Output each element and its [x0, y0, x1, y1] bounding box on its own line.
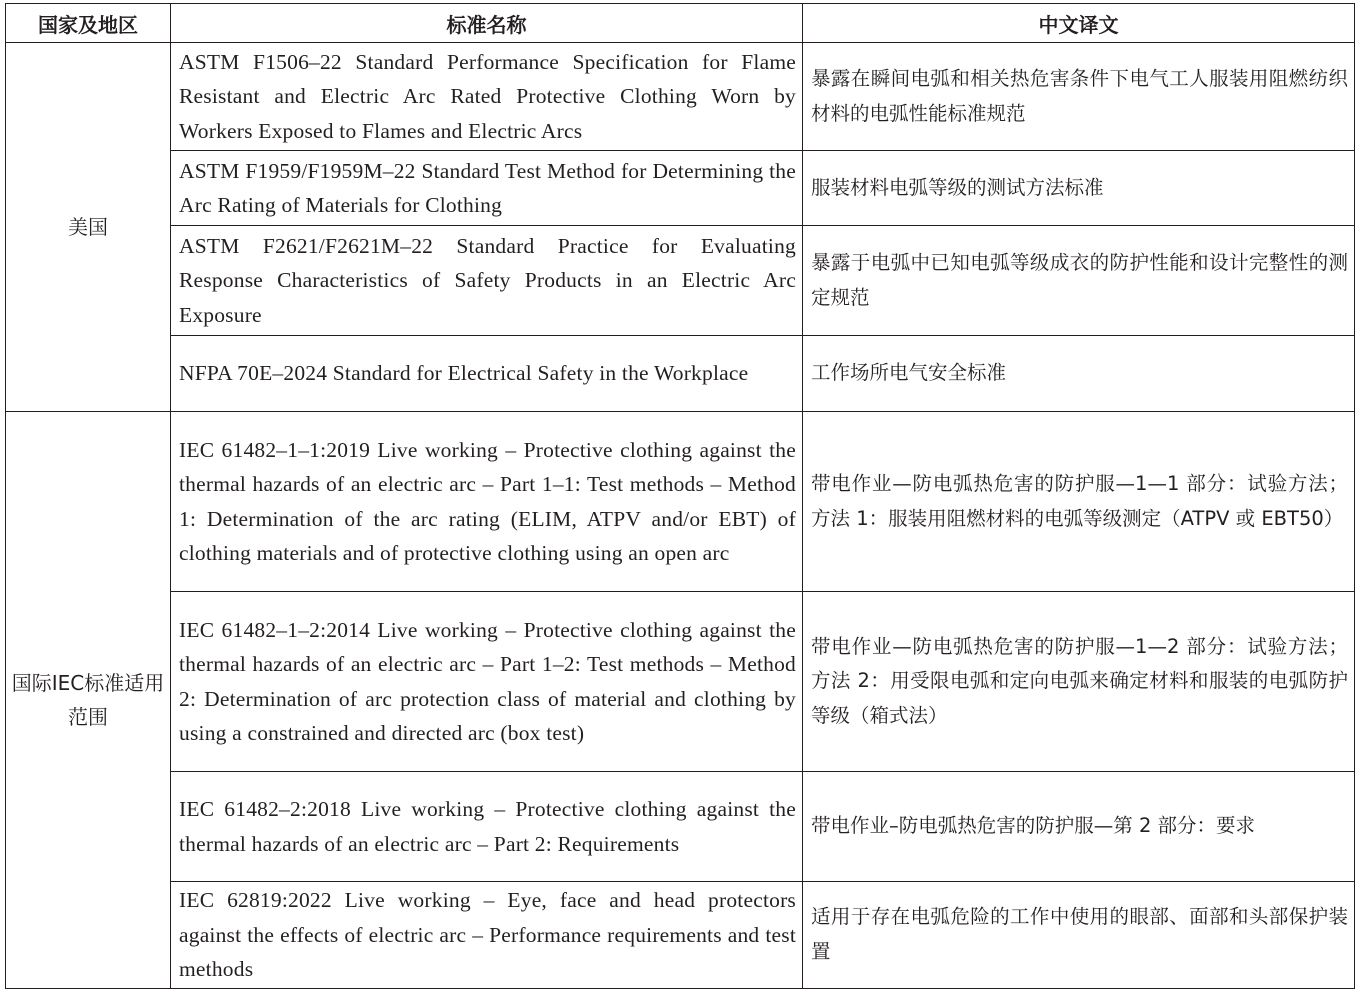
- standard-name-cell: IEC 61482–2:2018 Live working – Protective clothing against the thermal hazards of an electric arc – Part 2: Requirements: [171, 772, 803, 882]
- table-row: [6, 336, 1355, 412]
- table-row: [6, 592, 1355, 772]
- table-row: [6, 772, 1355, 882]
- standard-name-cell: IEC 61482–1–2:2014 Live working – Protective clothing against the thermal hazards of an electric arc – Part 1–2: Test methods – Method 2: Determination of arc protection class of material and clothing by using a constrained and directed arc (box test): [171, 592, 803, 772]
- table-row: [6, 226, 1355, 336]
- table-row: [6, 151, 1355, 226]
- standard-name-cell: IEC 61482–1–1:2019 Live working – Protective clothing against the thermal hazards of an electric arc – Part 1–1: Test methods – Method 1: Determination of the arc rating (ELIM, ATPV and/or EBT) of clothing materials and of protective clothing using an open arc: [171, 412, 803, 592]
- translation-cell: 带电作业—防电弧热危害的防护服—1—2 部分：试验方法；方法 2：用受限电弧和定向电弧来确定材料和服装的电弧防护等级（箱式法）: [803, 592, 1355, 772]
- standard-name-cell: ASTM F1959/F1959M–22 Standard Test Method for Determining the Arc Rating of Materials for Clothing: [171, 151, 803, 226]
- standard-name-cell: ASTM F1506–22 Standard Performance Specification for Flame Resistant and Electric Arc Rated Protective Clothing Worn by Workers Exposed to Flames and Electric Arcs: [171, 43, 803, 151]
- header-region: 国家及地区: [6, 4, 171, 43]
- standards-table: [5, 3, 1355, 989]
- translation-cell: 暴露在瞬间电弧和相关热危害条件下电气工人服装用阻燃纺织材料的电弧性能标准规范: [803, 43, 1355, 151]
- table-row: [6, 43, 1355, 151]
- header-translation: 中文译文: [803, 4, 1355, 43]
- standard-name-cell: ASTM F2621/F2621M–22 Standard Practice for Evaluating Response Characteristics of Safety Products in an Electric Arc Exposure: [171, 226, 803, 336]
- region-cell-usa: 美国: [6, 43, 171, 412]
- translation-cell: 带电作业—防电弧热危害的防护服—1—1 部分：试验方法；方法 1：服装用阻燃材料的电弧等级测定（ATPV 或 EBT50）: [803, 412, 1355, 592]
- standard-name-cell: NFPA 70E–2024 Standard for Electrical Safety in the Workplace: [171, 336, 803, 412]
- translation-cell: 适用于存在电弧危险的工作中使用的眼部、面部和头部保护装置: [803, 882, 1355, 989]
- translation-cell: 服装材料电弧等级的测试方法标准: [803, 151, 1355, 226]
- header-row: [6, 4, 1355, 43]
- table-row: [6, 412, 1355, 592]
- header-standard-name: 标准名称: [171, 4, 803, 43]
- table-row: [6, 882, 1355, 989]
- translation-cell: 暴露于电弧中已知电弧等级成衣的防护性能和设计完整性的测定规范: [803, 226, 1355, 336]
- region-cell-iec: 国际IEC标准适用范围: [6, 412, 171, 989]
- standard-name-cell: IEC 62819:2022 Live working – Eye, face and head protectors against the effects of electric arc – Performance requirements and test methods: [171, 882, 803, 989]
- translation-cell: 工作场所电气安全标准: [803, 336, 1355, 412]
- translation-cell: 带电作业–防电弧热危害的防护服—第 2 部分：要求: [803, 772, 1355, 882]
